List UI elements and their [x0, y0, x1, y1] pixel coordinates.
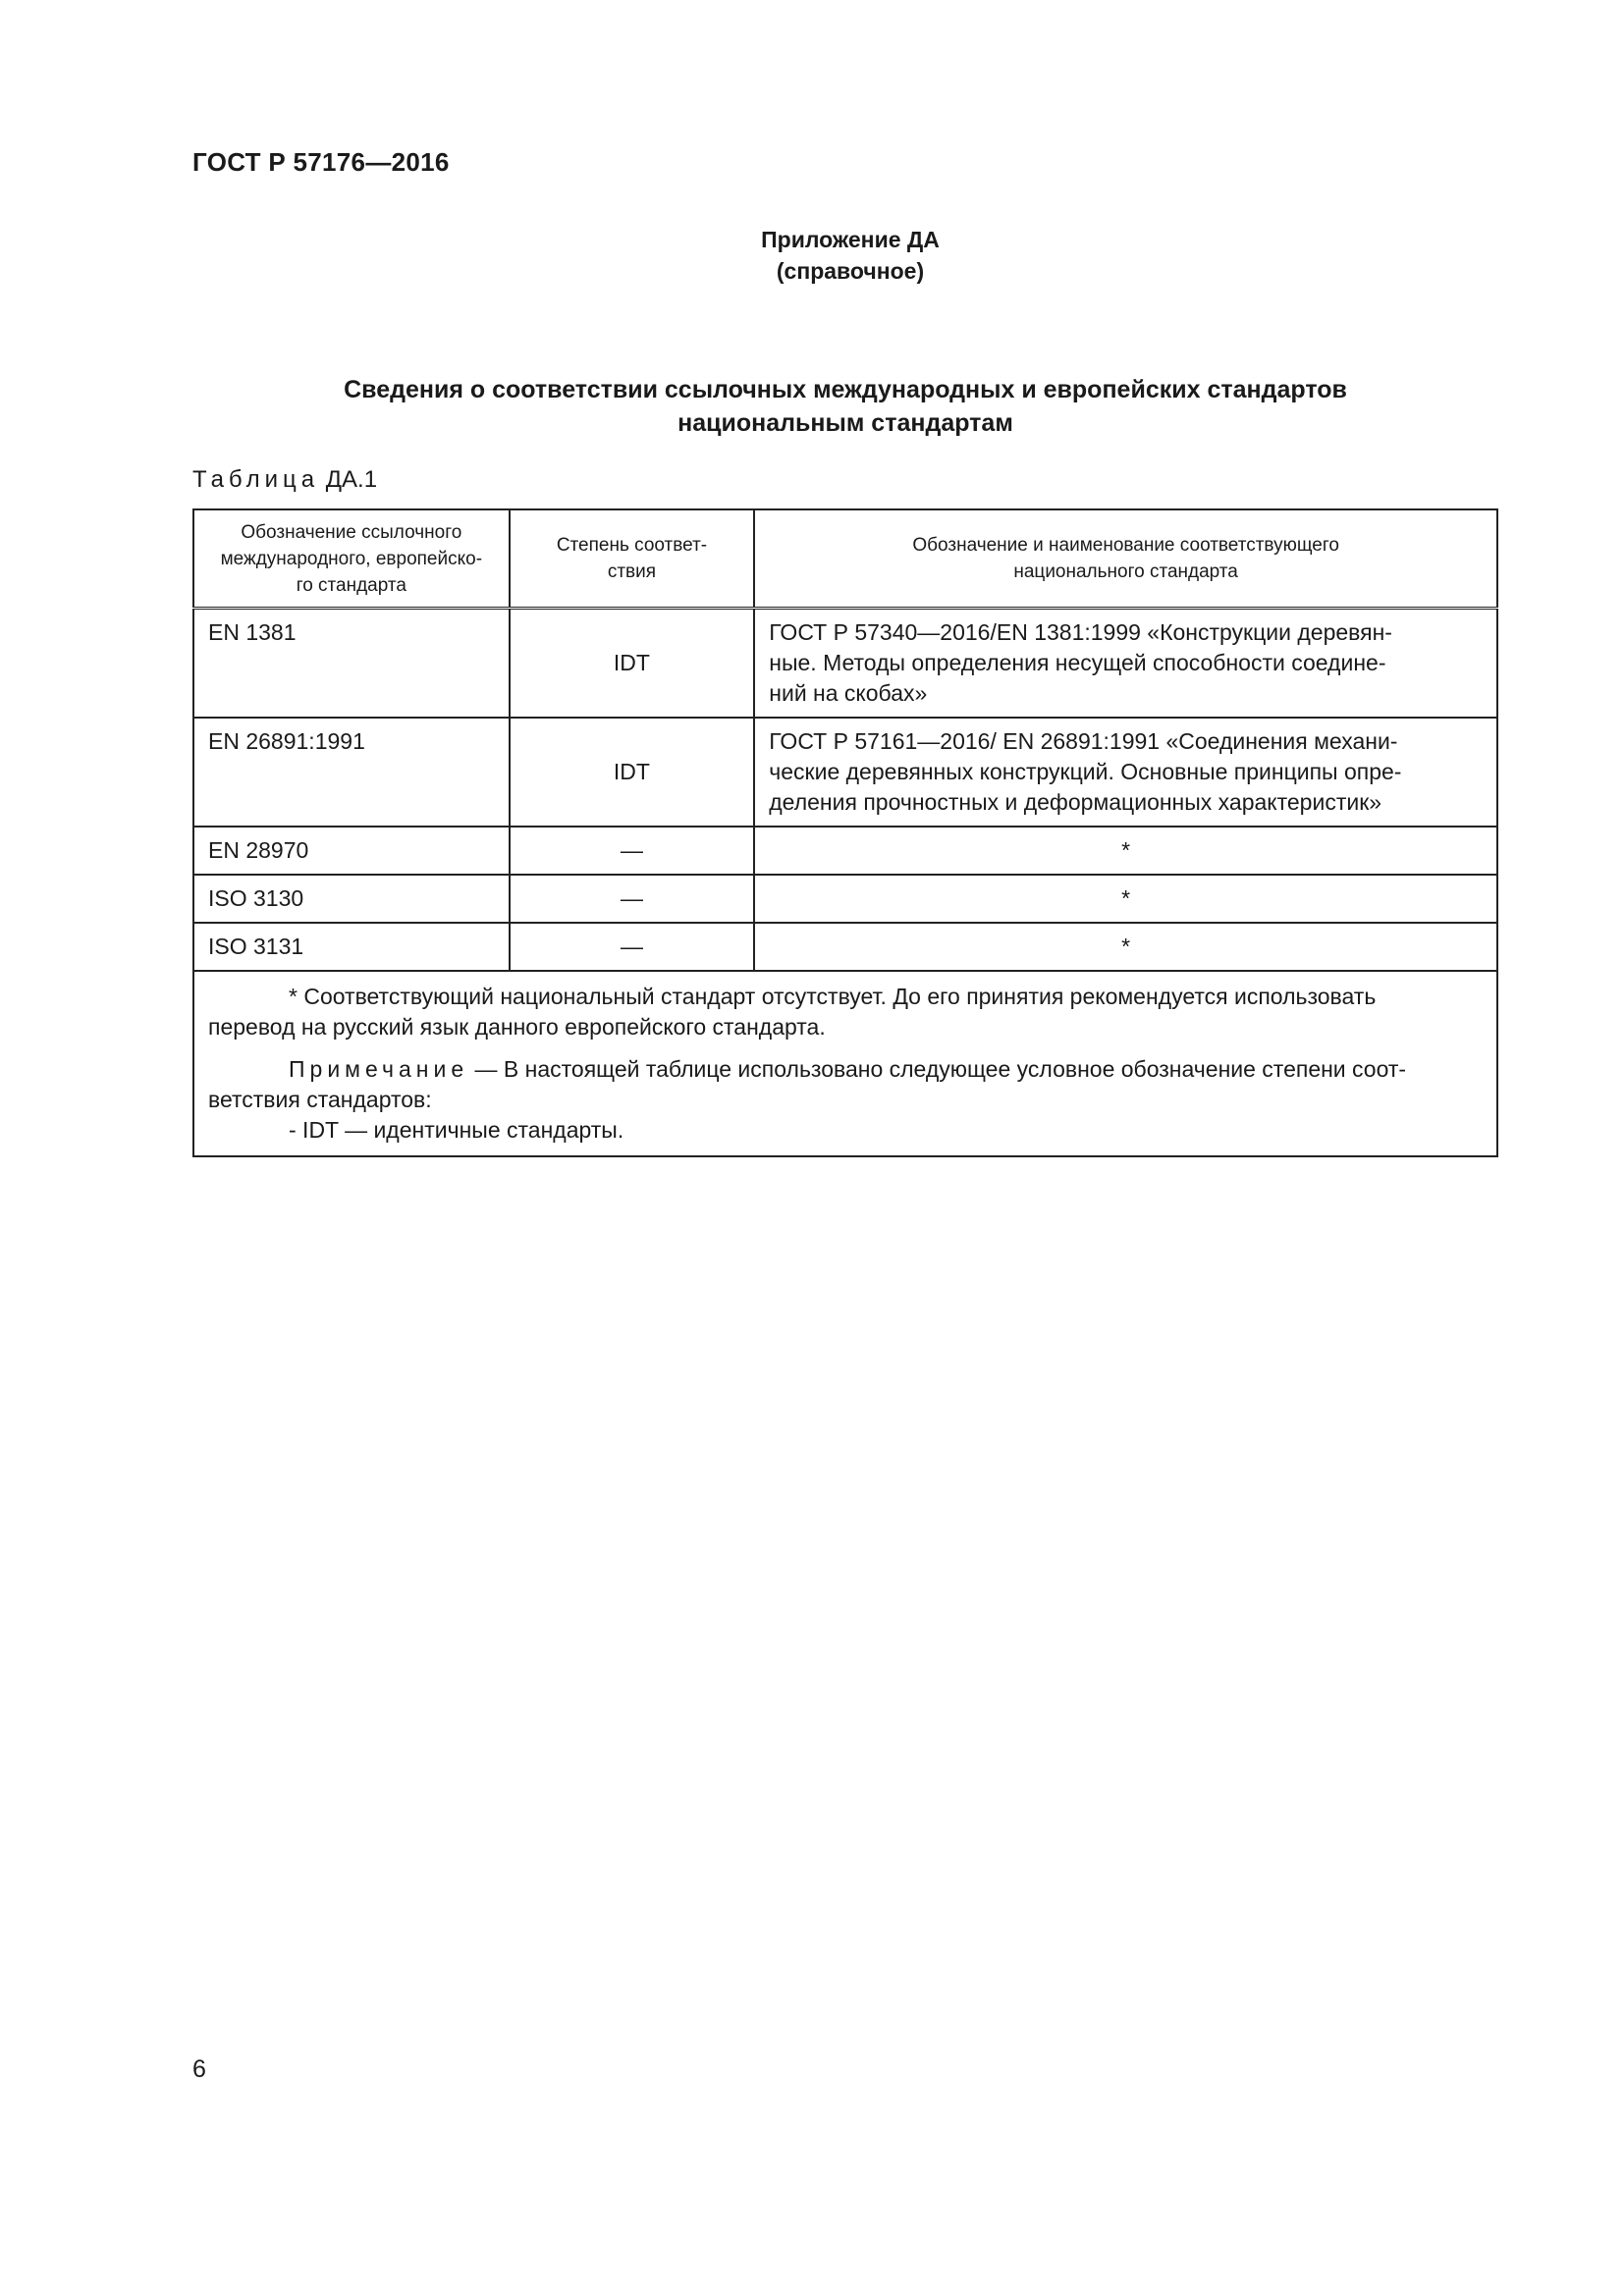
header-degree — [510, 509, 755, 609]
cell-degree: — — [510, 875, 755, 923]
table-row — [193, 827, 1497, 875]
cell-text: ные. Методы определения несущей способности соедине- — [769, 650, 1386, 675]
note-head: Примечание — [289, 1056, 469, 1082]
header-text: Обозначение ссылочного — [241, 521, 462, 543]
cell-text: ГОСТ Р 57161—2016/ EN 26891:1991 «Соединения механи- — [769, 728, 1398, 754]
header-text: ствия — [607, 561, 657, 582]
table-row — [193, 923, 1497, 971]
cell-national: * — [754, 827, 1497, 875]
section-title — [192, 373, 1498, 440]
cell-text: ний на скобах» — [769, 680, 928, 706]
section-title-line2: национальным стандартам — [677, 409, 1013, 437]
cell-national — [754, 718, 1497, 827]
annex-title: Приложение ДА — [761, 227, 940, 252]
header-text: национального стандарта — [1013, 561, 1238, 582]
cell-reference: EN 26891:1991 — [193, 718, 510, 827]
cell-degree: — — [510, 923, 755, 971]
header-reference-standard — [193, 509, 510, 609]
cell-national — [754, 609, 1497, 719]
header-text: го стандарта — [296, 574, 406, 596]
annex-kind: (справочное) — [776, 258, 925, 284]
cell-reference: ISO 3130 — [193, 875, 510, 923]
cell-text: ГОСТ Р 57340—2016/EN 1381:1999 «Конструкции деревян- — [769, 619, 1392, 645]
note-line1 — [208, 1054, 1483, 1085]
cell-reference: ISO 3131 — [193, 923, 510, 971]
cell-degree: — — [510, 827, 755, 875]
note-line2: ветствия стандартов: — [208, 1087, 432, 1112]
cell-reference: EN 1381 — [193, 609, 510, 719]
footnote-line2: перевод на русский язык данного европейского стандарта. — [208, 1014, 826, 1040]
page-number: 6 — [192, 2056, 206, 2083]
header-text: международного, европейско- — [220, 548, 483, 569]
table-notes — [193, 971, 1497, 1156]
table-label-word: Таблица — [192, 466, 320, 493]
document-code: ГОСТ Р 57176—2016 — [192, 147, 450, 177]
cell-text: деления прочностных и деформационных характеристик» — [769, 789, 1382, 815]
cell-degree: IDT — [510, 609, 755, 719]
cell-national: * — [754, 923, 1497, 971]
cell-degree: IDT — [510, 718, 755, 827]
cell-national: * — [754, 875, 1497, 923]
table-row — [193, 875, 1497, 923]
table-header-row — [193, 509, 1497, 609]
table-row — [193, 718, 1497, 827]
note-line1-text: — В настоящей таблице использовано следующее условное обозначение степени соот- — [468, 1056, 1407, 1082]
header-text: Обозначение и наименование соответствующего — [912, 535, 1339, 556]
header-text: Степень соответ- — [556, 535, 708, 556]
footnote-line1: * Соответствующий национальный стандарт отсутствует. До его принятия рекомендуется использовать — [289, 984, 1377, 1009]
table-row — [193, 609, 1497, 719]
header-national-standard — [754, 509, 1497, 609]
annex-heading — [0, 224, 1624, 287]
table-notes-row — [193, 971, 1497, 1156]
section-title-line1: Сведения о соответствии ссылочных международных и европейских стандартов — [344, 376, 1347, 403]
cell-text: ческие деревянных конструкций. Основные принципы опре- — [769, 759, 1402, 784]
table-label — [192, 466, 377, 494]
table-label-number: ДА.1 — [325, 466, 378, 493]
note-list-item: - IDT — идентичные стандарты. — [289, 1117, 624, 1143]
standards-table — [192, 508, 1498, 1157]
cell-reference: EN 28970 — [193, 827, 510, 875]
